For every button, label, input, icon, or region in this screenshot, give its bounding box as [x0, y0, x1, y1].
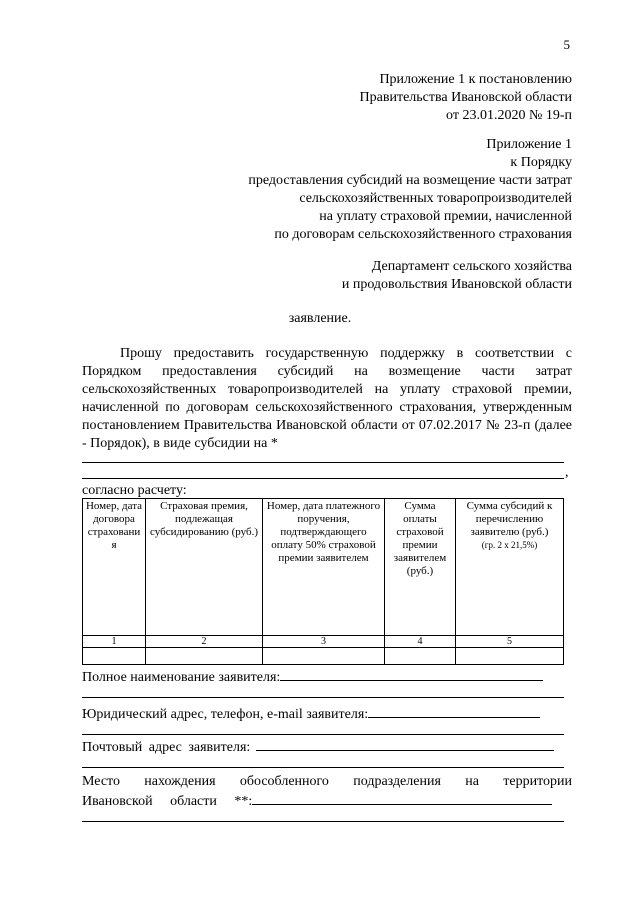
subsidy-purpose-line-1[interactable] [82, 462, 564, 463]
page-number: 5 [563, 37, 570, 52]
appendix-header [360, 71, 572, 125]
table-cell[interactable] [83, 648, 146, 665]
request-paragraph [82, 345, 572, 453]
legal-address-field [82, 704, 540, 724]
appendix-subheader-line: по договорам сельскохозяйственного страхования [274, 227, 572, 242]
full-name-label: Полное наименование заявителя: [82, 670, 281, 685]
addressee-line: и продовольствия Ивановской области [341, 277, 572, 292]
header-payment-order: Номер, дата платежного поручения, подтверждающего оплату 50% страховой премии заявителем [263, 499, 385, 636]
postal-address-field [82, 737, 554, 757]
table-cell[interactable] [385, 648, 456, 665]
according-label: согласно расчету: [82, 483, 187, 498]
appendix-header-line: от 23.01.2020 № 19-п [446, 108, 572, 123]
table-cell[interactable] [456, 648, 564, 665]
legal-address-label: Юридический адрес, телефон, e-mail заявителя: [82, 707, 369, 722]
table-cell[interactable] [146, 648, 263, 665]
table-number-row [83, 636, 564, 648]
legal-address-input-line[interactable] [368, 704, 540, 718]
location-label-line1: Место нахождения обособленного подразделения на территории [82, 774, 572, 789]
col-number: 5 [456, 636, 564, 648]
postal-address-input-line[interactable] [256, 737, 554, 751]
addressee-line: Департамент сельского хозяйства [371, 259, 572, 274]
location-input-line[interactable] [252, 791, 552, 805]
full-name-input-line[interactable] [280, 667, 543, 681]
table-header-row [83, 499, 564, 636]
document-title: заявление. [288, 311, 352, 326]
full-name-extra-line[interactable] [82, 697, 564, 698]
col-number: 2 [146, 636, 263, 648]
col-number: 1 [83, 636, 146, 648]
appendix-subheader-line: Приложение 1 [486, 137, 572, 152]
col-number: 4 [385, 636, 456, 648]
col-number: 3 [263, 636, 385, 648]
comma: , [565, 465, 569, 480]
appendix-subheader-line: сельскохозяйственных товаропроизводителей [299, 191, 572, 206]
header-contract: Номер, дата договора страховани я [83, 499, 146, 636]
header-subsidy-text: Сумма субсидий к перечислению заявителю (руб.) [466, 500, 553, 538]
appendix-subheader-line: предоставления субсидий на возмещение части затрат [248, 173, 572, 188]
appendix-header-line: Правительства Ивановской области [359, 90, 572, 105]
location-extra-line[interactable] [82, 821, 564, 822]
postal-address-extra-line[interactable] [82, 767, 564, 768]
appendix-header-line: Приложение 1 к постановлению [379, 72, 572, 87]
table-cell[interactable] [263, 648, 385, 665]
subsidy-purpose-line-2[interactable] [82, 478, 564, 479]
postal-address-label: Почтовый адрес заявителя: [82, 740, 251, 755]
header-premium: Страховая премия, подлежащая субсидированию (руб.) [146, 499, 263, 636]
location-field [82, 791, 552, 811]
header-subsidy-note: (гр. 2 х 21,5%) [481, 540, 538, 550]
table-row[interactable] [83, 648, 564, 665]
location-label-line2: Ивановской области **: [82, 794, 253, 809]
appendix-subheader [248, 136, 572, 244]
calculation-table [82, 498, 564, 665]
header-paid-amount: Сумма оплаты страховой премии заявителем (руб.) [385, 499, 456, 636]
legal-address-extra-line[interactable] [82, 734, 564, 735]
full-name-field [82, 667, 543, 687]
header-subsidy-amount [456, 499, 564, 636]
appendix-subheader-line: к Порядку [510, 155, 572, 170]
request-text: Прошу предоставить государственную поддержку в соответствии с Порядком предоставления субсидий на возмещение части затрат сельскохозяйственных товаропроизводителей на уплату страховой премии, начисленной по договорам сельскохозяйственного страхования, утвержденным постановлением Правительства Ивановской области от 07.02.2017 № 23-п (далее - Порядок), в виде субсидии на * [82, 346, 572, 451]
addressee [342, 258, 572, 294]
appendix-subheader-line: на уплату страховой премии, начисленной [319, 209, 572, 224]
